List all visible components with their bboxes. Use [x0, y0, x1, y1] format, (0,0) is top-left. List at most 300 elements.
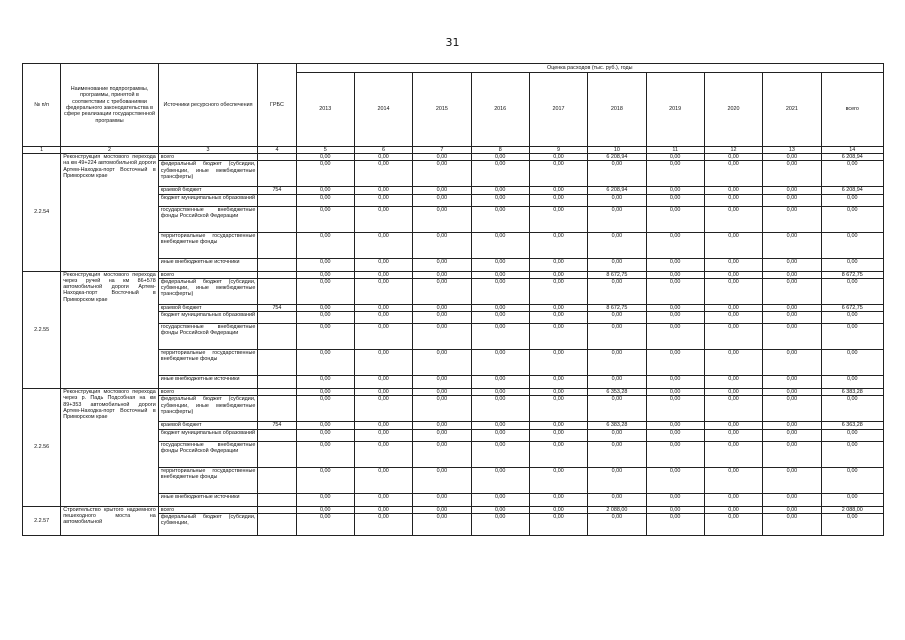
expense-value: 0,00 — [588, 376, 646, 389]
header-grbs: ГРБС — [258, 64, 296, 147]
expense-value: 0,00 — [646, 389, 704, 396]
expense-value: 0,00 — [588, 396, 646, 422]
expense-value: 0,00 — [821, 514, 884, 536]
expense-value: 0,00 — [704, 350, 762, 376]
expense-value: 0,00 — [413, 422, 471, 429]
column-number: 7 — [413, 147, 471, 154]
expense-value: 0,00 — [471, 493, 529, 506]
expense-value: 0,00 — [704, 258, 762, 271]
expense-value: 0,00 — [763, 312, 821, 324]
expense-value: 0,00 — [471, 389, 529, 396]
expense-value: 0,00 — [296, 278, 354, 304]
expense-value: 0,00 — [646, 467, 704, 493]
header-expense-group: Оценка расходов (тыс. руб.), годы — [296, 64, 883, 73]
expense-value: 0,00 — [413, 506, 471, 513]
expense-value: 0,00 — [471, 278, 529, 304]
expense-value: 0,00 — [471, 304, 529, 311]
expense-value: 0,00 — [646, 324, 704, 350]
page-number: 31 — [445, 36, 460, 49]
expense-value: 0,00 — [413, 441, 471, 467]
expense-value: 6 208,94 — [588, 187, 646, 194]
funding-source: федеральный бюджет (субсидии, субвенции, — [158, 514, 258, 536]
expense-value: 0,00 — [763, 324, 821, 350]
funding-source: государственные внебюджетные фонды Российской Федерации — [158, 206, 258, 232]
expense-value: 0,00 — [471, 206, 529, 232]
expense-value: 0,00 — [296, 258, 354, 271]
expense-value: 0,00 — [588, 441, 646, 467]
expense-value: 0,00 — [588, 493, 646, 506]
expense-value: 8 672,75 — [821, 271, 884, 278]
expense-value: 0,00 — [471, 350, 529, 376]
expense-value: 0,00 — [296, 514, 354, 536]
header-name: Наименование подпрограммы, программы, принятой в соответствии с требованиями федерального законодательства в сфере реализации государственной программы — [61, 64, 159, 147]
expense-value: 0,00 — [646, 161, 704, 187]
header-year: 2019 — [646, 73, 704, 147]
funding-source: бюджет муниципальных образований — [158, 429, 258, 441]
expense-value: 0,00 — [354, 422, 412, 429]
expense-value: 0,00 — [413, 154, 471, 161]
expense-value: 0,00 — [354, 441, 412, 467]
expense-value: 8 672,75 — [588, 304, 646, 311]
row-code: 2.2.57 — [23, 506, 61, 535]
expense-value: 0,00 — [646, 278, 704, 304]
expense-value: 0,00 — [763, 376, 821, 389]
expense-value: 0,00 — [529, 422, 587, 429]
column-number: 13 — [763, 147, 821, 154]
expense-value: 0,00 — [296, 232, 354, 258]
expense-value: 0,00 — [588, 232, 646, 258]
expense-value: 0,00 — [763, 258, 821, 271]
expense-value: 0,00 — [704, 493, 762, 506]
expense-value: 0,00 — [646, 312, 704, 324]
column-number: 10 — [588, 147, 646, 154]
grbs-code: 754 — [258, 422, 296, 429]
expense-value: 0,00 — [704, 396, 762, 422]
expense-value: 0,00 — [471, 376, 529, 389]
expense-value: 0,00 — [354, 304, 412, 311]
expense-value: 0,00 — [354, 506, 412, 513]
column-number: 1 — [23, 147, 61, 154]
expense-value: 0,00 — [646, 493, 704, 506]
expense-value: 0,00 — [821, 467, 884, 493]
expense-value: 0,00 — [529, 324, 587, 350]
expense-value: 0,00 — [413, 514, 471, 536]
expense-value: 0,00 — [704, 187, 762, 194]
expense-value: 0,00 — [354, 389, 412, 396]
header-year: 2020 — [704, 73, 762, 147]
funding-source: всего — [158, 506, 258, 513]
expense-value: 0,00 — [529, 258, 587, 271]
expense-value: 0,00 — [413, 376, 471, 389]
expense-value: 6 208,94 — [588, 154, 646, 161]
grbs-code — [258, 278, 296, 304]
column-number: 2 — [61, 147, 159, 154]
funding-source: территориальные государственные внебюджетные фонды — [158, 350, 258, 376]
expense-value: 0,00 — [296, 389, 354, 396]
expense-value: 0,00 — [704, 206, 762, 232]
expense-value: 0,00 — [821, 429, 884, 441]
funding-source: иные внебюджетные источники — [158, 493, 258, 506]
funding-source: федеральный бюджет (субсидии, субвенции, иные межбюджетные трансферты) — [158, 396, 258, 422]
expense-value: 0,00 — [354, 258, 412, 271]
expense-value: 0,00 — [763, 514, 821, 536]
expense-value: 0,00 — [704, 324, 762, 350]
expense-value: 0,00 — [529, 194, 587, 206]
expense-value: 0,00 — [354, 324, 412, 350]
expense-value: 0,00 — [704, 304, 762, 311]
funding-source: иные внебюджетные источники — [158, 376, 258, 389]
header-year: 2021 — [763, 73, 821, 147]
expense-value: 0,00 — [763, 194, 821, 206]
expense-value: 0,00 — [354, 350, 412, 376]
header-year: 2015 — [413, 73, 471, 147]
grbs-code: 754 — [258, 187, 296, 194]
grbs-code — [258, 350, 296, 376]
expense-value: 6 383,28 — [821, 389, 884, 396]
expense-value: 0,00 — [471, 258, 529, 271]
funding-source: бюджет муниципальных образований — [158, 194, 258, 206]
table-header — [23, 64, 884, 154]
expense-value: 0,00 — [529, 396, 587, 422]
header-year: 2018 — [588, 73, 646, 147]
expense-value: 0,00 — [471, 187, 529, 194]
expense-value: 0,00 — [296, 206, 354, 232]
expense-value: 0,00 — [821, 493, 884, 506]
expense-value: 0,00 — [704, 467, 762, 493]
expense-value: 0,00 — [588, 514, 646, 536]
funding-source: территориальные государственные внебюджетные фонды — [158, 232, 258, 258]
expense-value: 0,00 — [646, 232, 704, 258]
grbs-code — [258, 271, 296, 278]
table-row — [23, 271, 884, 278]
expense-value: 0,00 — [529, 187, 587, 194]
expense-value: 0,00 — [413, 493, 471, 506]
expense-value: 0,00 — [471, 271, 529, 278]
expense-value: 0,00 — [413, 271, 471, 278]
grbs-code — [258, 396, 296, 422]
expense-value: 0,00 — [529, 161, 587, 187]
expense-value: 0,00 — [296, 396, 354, 422]
grbs-code: 754 — [258, 304, 296, 311]
column-number: 8 — [471, 147, 529, 154]
expense-value: 0,00 — [354, 194, 412, 206]
expense-value: 0,00 — [413, 429, 471, 441]
expense-value: 0,00 — [529, 278, 587, 304]
funding-source: иные внебюджетные источники — [158, 258, 258, 271]
project-name: Строительство крытого надземного пешеходного моста на автомобильной — [61, 506, 159, 535]
expense-value: 0,00 — [413, 350, 471, 376]
expense-value: 0,00 — [763, 396, 821, 422]
expense-value: 0,00 — [296, 429, 354, 441]
expense-value: 0,00 — [646, 154, 704, 161]
project-name: Реконструкция мостового перехода на км 49+224 автомобильной дороги Артем-Находка-порт Восточный в Приморском крае — [61, 154, 159, 272]
column-number: 12 — [704, 147, 762, 154]
expense-value: 0,00 — [354, 187, 412, 194]
funding-source: всего — [158, 154, 258, 161]
funding-source: государственные внебюджетные фонды Российской Федерации — [158, 324, 258, 350]
expense-value: 0,00 — [704, 506, 762, 513]
funding-source: государственные внебюджетные фонды Российской Федерации — [158, 441, 258, 467]
expense-value: 0,00 — [529, 232, 587, 258]
expense-value: 0,00 — [296, 154, 354, 161]
expense-value: 0,00 — [588, 278, 646, 304]
expense-value: 0,00 — [529, 389, 587, 396]
expense-value: 0,00 — [646, 376, 704, 389]
expense-value: 0,00 — [296, 312, 354, 324]
expense-value: 0,00 — [354, 396, 412, 422]
expense-value: 0,00 — [529, 514, 587, 536]
expense-value: 0,00 — [354, 429, 412, 441]
expense-value: 0,00 — [529, 154, 587, 161]
expense-value: 0,00 — [471, 506, 529, 513]
expense-value: 0,00 — [296, 422, 354, 429]
expense-value: 6 383,28 — [588, 422, 646, 429]
expense-value: 6 672,75 — [821, 304, 884, 311]
grbs-code — [258, 441, 296, 467]
column-number: 6 — [354, 147, 412, 154]
grbs-code — [258, 312, 296, 324]
expense-value: 0,00 — [529, 429, 587, 441]
expense-value: 0,00 — [413, 161, 471, 187]
expense-value: 0,00 — [763, 467, 821, 493]
expense-value: 0,00 — [354, 206, 412, 232]
expense-value: 8 672,75 — [588, 271, 646, 278]
expense-value: 0,00 — [763, 429, 821, 441]
grbs-code — [258, 232, 296, 258]
column-number: 3 — [158, 147, 258, 154]
expense-value: 0,00 — [588, 324, 646, 350]
expense-value: 0,00 — [704, 429, 762, 441]
expense-value: 0,00 — [471, 429, 529, 441]
expense-value: 0,00 — [704, 312, 762, 324]
expense-value: 0,00 — [588, 161, 646, 187]
grbs-code — [258, 154, 296, 161]
header-year: 2014 — [354, 73, 412, 147]
expense-value: 0,00 — [529, 271, 587, 278]
expense-value: 6 353,28 — [588, 389, 646, 396]
expense-value: 0,00 — [296, 304, 354, 311]
row-code: 2.2.55 — [23, 271, 61, 389]
expense-value: 0,00 — [763, 350, 821, 376]
expense-value: 0,00 — [413, 389, 471, 396]
expense-value: 0,00 — [354, 514, 412, 536]
table-row — [23, 389, 884, 396]
expense-value: 2 088,00 — [821, 506, 884, 513]
expense-value: 0,00 — [821, 278, 884, 304]
expense-value: 0,00 — [704, 161, 762, 187]
expense-value: 0,00 — [704, 232, 762, 258]
row-code: 2.2.54 — [23, 154, 61, 272]
expense-value: 0,00 — [821, 376, 884, 389]
expense-value: 0,00 — [588, 312, 646, 324]
funding-source: краевой бюджет — [158, 187, 258, 194]
expense-value: 6 208,94 — [821, 154, 884, 161]
expense-value: 0,00 — [821, 232, 884, 258]
expense-value: 6 208,94 — [821, 187, 884, 194]
expense-value: 0,00 — [763, 206, 821, 232]
expense-value: 0,00 — [413, 467, 471, 493]
expense-value: 0,00 — [763, 304, 821, 311]
expense-value: 0,00 — [529, 206, 587, 232]
expense-value: 0,00 — [354, 271, 412, 278]
expense-value: 0,00 — [704, 422, 762, 429]
expense-value: 0,00 — [529, 493, 587, 506]
funding-source: всего — [158, 271, 258, 278]
expense-value: 0,00 — [704, 194, 762, 206]
column-number: 11 — [646, 147, 704, 154]
table-body — [23, 154, 884, 536]
expense-value: 0,00 — [646, 350, 704, 376]
expense-value: 0,00 — [529, 350, 587, 376]
expense-value: 0,00 — [588, 350, 646, 376]
expense-value: 0,00 — [471, 232, 529, 258]
expense-value: 0,00 — [471, 154, 529, 161]
expense-value: 0,00 — [704, 389, 762, 396]
project-name: Реконструкция мостового перехода через ручей на км 86+578 автомобильной дороги Артем-Находка-порт Восточный в Приморском крае — [61, 271, 159, 389]
expense-value: 0,00 — [821, 441, 884, 467]
expense-value: 0,00 — [704, 154, 762, 161]
expense-value: 0,00 — [296, 441, 354, 467]
expense-value: 0,00 — [413, 206, 471, 232]
funding-source: бюджет муниципальных образований — [158, 312, 258, 324]
expense-value: 0,00 — [413, 396, 471, 422]
grbs-code — [258, 161, 296, 187]
grbs-code — [258, 514, 296, 536]
table-row — [23, 154, 884, 161]
expense-value: 0,00 — [413, 194, 471, 206]
expense-value: 0,00 — [413, 278, 471, 304]
funding-source: федеральный бюджет (субсидии, субвенции, иные межбюджетные трансферты) — [158, 278, 258, 304]
expense-value: 0,00 — [529, 441, 587, 467]
expense-value: 0,00 — [296, 467, 354, 493]
project-name: Реконструкция мостового перехода через р. Падь Подсобная на км 89+353 автомобильной дороги Артем-Находка-порт Восточный в Приморском крае — [61, 389, 159, 507]
expense-value: 0,00 — [763, 161, 821, 187]
expense-value: 0,00 — [413, 312, 471, 324]
expense-value: 0,00 — [821, 206, 884, 232]
grbs-code — [258, 206, 296, 232]
expense-value: 0,00 — [646, 304, 704, 311]
expense-value: 0,00 — [704, 376, 762, 389]
column-number: 14 — [821, 147, 884, 154]
expense-value: 0,00 — [646, 506, 704, 513]
funding-source: территориальные государственные внебюджетные фонды — [158, 467, 258, 493]
column-number: 9 — [529, 147, 587, 154]
expense-value: 0,00 — [471, 194, 529, 206]
grbs-code — [258, 429, 296, 441]
expense-value: 0,00 — [413, 304, 471, 311]
expense-value: 0,00 — [354, 467, 412, 493]
grbs-code — [258, 324, 296, 350]
expense-value: 0,00 — [296, 506, 354, 513]
expense-value: 0,00 — [646, 422, 704, 429]
expense-value: 0,00 — [413, 232, 471, 258]
expense-value: 0,00 — [821, 258, 884, 271]
expense-value: 0,00 — [413, 324, 471, 350]
expense-value: 0,00 — [296, 161, 354, 187]
funding-source: всего — [158, 389, 258, 396]
expense-value: 0,00 — [646, 271, 704, 278]
header-sources: Источники ресурсного обеспечения — [158, 64, 258, 147]
expense-value: 0,00 — [646, 194, 704, 206]
expense-value: 0,00 — [646, 396, 704, 422]
expense-value: 0,00 — [471, 422, 529, 429]
expense-value: 0,00 — [413, 258, 471, 271]
expense-value: 0,00 — [704, 441, 762, 467]
header-number: № п/п — [23, 64, 61, 147]
expense-value: 0,00 — [471, 441, 529, 467]
expense-value: 0,00 — [471, 161, 529, 187]
header-year: 2013 — [296, 73, 354, 147]
expense-value: 0,00 — [821, 161, 884, 187]
expense-value: 0,00 — [704, 514, 762, 536]
expense-value: 0,00 — [296, 194, 354, 206]
funding-source: краевой бюджет — [158, 422, 258, 429]
expense-value: 0,00 — [471, 467, 529, 493]
expense-value: 0,00 — [296, 271, 354, 278]
header-year: 2016 — [471, 73, 529, 147]
expense-value: 0,00 — [588, 206, 646, 232]
expense-value: 0,00 — [529, 304, 587, 311]
expense-value: 0,00 — [471, 324, 529, 350]
expense-value: 0,00 — [704, 278, 762, 304]
expense-value: 0,00 — [588, 194, 646, 206]
expense-value: 0,00 — [471, 312, 529, 324]
expense-value: 0,00 — [354, 232, 412, 258]
grbs-code — [258, 467, 296, 493]
expense-value: 0,00 — [354, 161, 412, 187]
expense-value: 0,00 — [529, 467, 587, 493]
expense-value: 0,00 — [529, 506, 587, 513]
column-number: 4 — [258, 147, 296, 154]
expense-value: 0,00 — [354, 278, 412, 304]
expense-value: 0,00 — [821, 312, 884, 324]
expense-value: 0,00 — [763, 493, 821, 506]
expense-value: 0,00 — [646, 441, 704, 467]
expense-value: 0,00 — [763, 232, 821, 258]
expense-value: 0,00 — [821, 324, 884, 350]
expense-value: 0,00 — [354, 376, 412, 389]
expense-value: 0,00 — [763, 187, 821, 194]
expense-value: 0,00 — [529, 312, 587, 324]
expense-value: 0,00 — [588, 429, 646, 441]
expense-value: 0,00 — [354, 154, 412, 161]
row-code: 2.2.56 — [23, 389, 61, 507]
funding-source: федеральный бюджет (субсидии, субвенции, иные межбюджетные трансферты) — [158, 161, 258, 187]
expense-value: 0,00 — [646, 206, 704, 232]
expense-value: 0,00 — [354, 493, 412, 506]
expense-value: 0,00 — [471, 514, 529, 536]
expense-value: 0,00 — [821, 194, 884, 206]
funding-source: краевой бюджет — [158, 304, 258, 311]
expense-value: 0,00 — [646, 187, 704, 194]
header-year: 2017 — [529, 73, 587, 147]
expense-value: 6 363,28 — [821, 422, 884, 429]
expense-value: 0,00 — [471, 396, 529, 422]
grbs-code — [258, 506, 296, 513]
expense-value: 0,00 — [763, 389, 821, 396]
table-row — [23, 506, 884, 513]
expense-value: 0,00 — [763, 506, 821, 513]
grbs-code — [258, 258, 296, 271]
expense-value: 0,00 — [763, 154, 821, 161]
expense-value: 0,00 — [354, 312, 412, 324]
expense-value: 0,00 — [296, 187, 354, 194]
expense-value: 0,00 — [588, 467, 646, 493]
expense-value: 2 088,00 — [588, 506, 646, 513]
grbs-code — [258, 194, 296, 206]
expense-value: 0,00 — [704, 271, 762, 278]
expense-value: 0,00 — [296, 350, 354, 376]
